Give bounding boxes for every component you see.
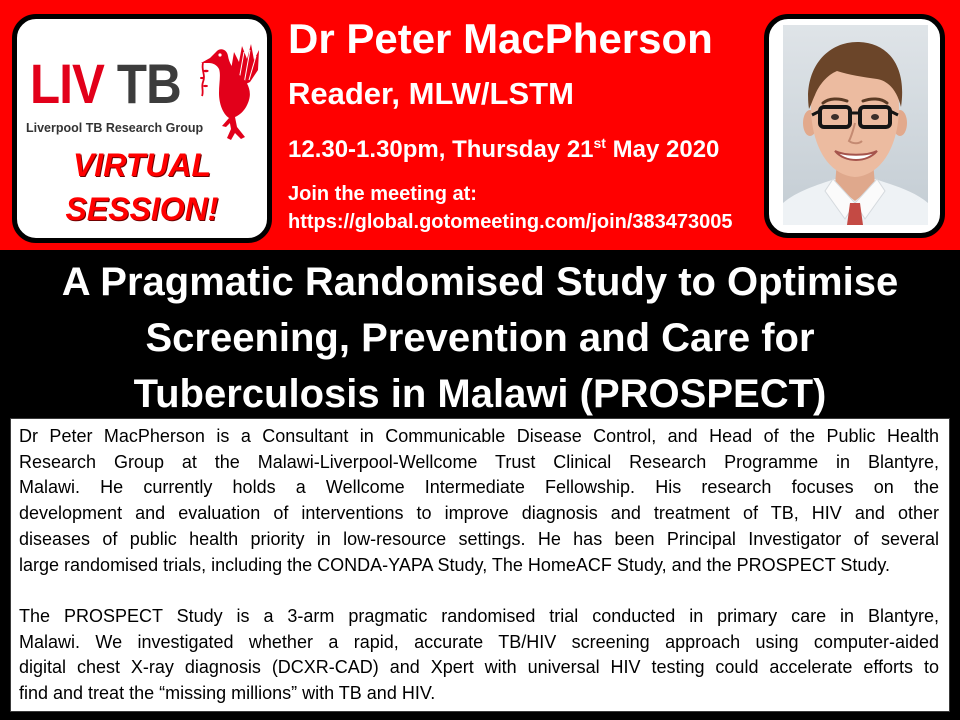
speaker-role: Reader, MLW/LSTM (288, 76, 574, 111)
liver-bird-eye (218, 53, 221, 56)
bio-line: Dr Peter MacPherson is a Consultant in Communicable Disease Control, and Head of the Public Health (19, 426, 939, 446)
study-line: The PROSPECT Study is a 3-arm pragmatic randomised trial conducted in primary care in Blantyre, (19, 605, 939, 626)
bio-line: Research Group at the Malawi-Liverpool-Wellcome Trust Clinical Research Programme in Blantyre, (19, 451, 939, 472)
bio-line: Malawi. He currently holds a Wellcome Intermediate Fellowship. His research focuses on the (19, 477, 939, 498)
session-time: 12.30-1.30pm, (288, 136, 446, 163)
talk-title-line: Tuberculosis in Malawi (PROSPECT) (133, 372, 827, 416)
liver-bird-tail (222, 118, 231, 127)
logo-card (12, 14, 272, 243)
talk-title (0, 254, 960, 422)
speaker-bio-paragraph (19, 424, 939, 578)
bio-line: large randomised trials, including the CONDA-YAPA Study, The HomeACF Study, and the PROSPECT Study. (19, 554, 891, 575)
meeting-link[interactable]: https://global.gotomeeting.com/join/383473005 (288, 211, 733, 233)
bio-line: development and evaluation of interventions to improve diagnosis and treatment of TB, HIV and other (19, 503, 939, 524)
session-datetime (288, 136, 719, 164)
abstract-box (10, 418, 950, 712)
study-line: find and treat the “missing millions” with TB and HIV. (19, 683, 436, 704)
session-date-number: 21 (566, 136, 594, 163)
liver-bird-leaf (203, 85, 208, 87)
talk-title-line: A Pragmatic Randomised Study to Optimise (61, 260, 899, 304)
portrait-eye-left (831, 114, 839, 120)
brand-wordmark (30, 54, 181, 114)
join-label: Join the meeting at: (288, 183, 477, 205)
session-month-year: May 2020 (612, 136, 720, 163)
virtual-line-1: VIRTUAL (72, 147, 212, 183)
liver-bird-leaf (203, 70, 208, 72)
study-line: Malawi. We investigated whether a rapid, accurate TB/HIV screening approach using computer-aided (19, 631, 939, 652)
talk-title-line: Screening, Prevention and Care for (145, 316, 815, 360)
group-name: Liverpool TB Research Group (26, 121, 204, 135)
bio-line: diseases of public health priority in low-resource settings. He has been Principal Investigator of several (19, 528, 939, 549)
brand-liv: LIV (30, 52, 105, 115)
speaker-photo-card (764, 14, 945, 238)
study-line: digital chest X-ray diagnosis (DCXR-CAD) and Xpert with universal HIV testing could accelerate efforts to (19, 657, 939, 678)
speaker-portrait-photo (783, 25, 928, 225)
session-date-suffix: st (593, 135, 606, 151)
brand-tb: TB (116, 52, 181, 115)
portrait-eye-right (871, 114, 879, 120)
speaker-name: Dr Peter MacPherson (288, 15, 713, 62)
liver-bird-sprig (202, 63, 204, 96)
virtual-session-label (17, 143, 267, 231)
virtual-line-2: SESSION! (65, 191, 219, 227)
liver-bird-leaf (200, 77, 204, 79)
study-summary-paragraph (19, 604, 939, 707)
liver-bird-icon (200, 42, 260, 144)
session-day: Thursday (452, 136, 561, 163)
